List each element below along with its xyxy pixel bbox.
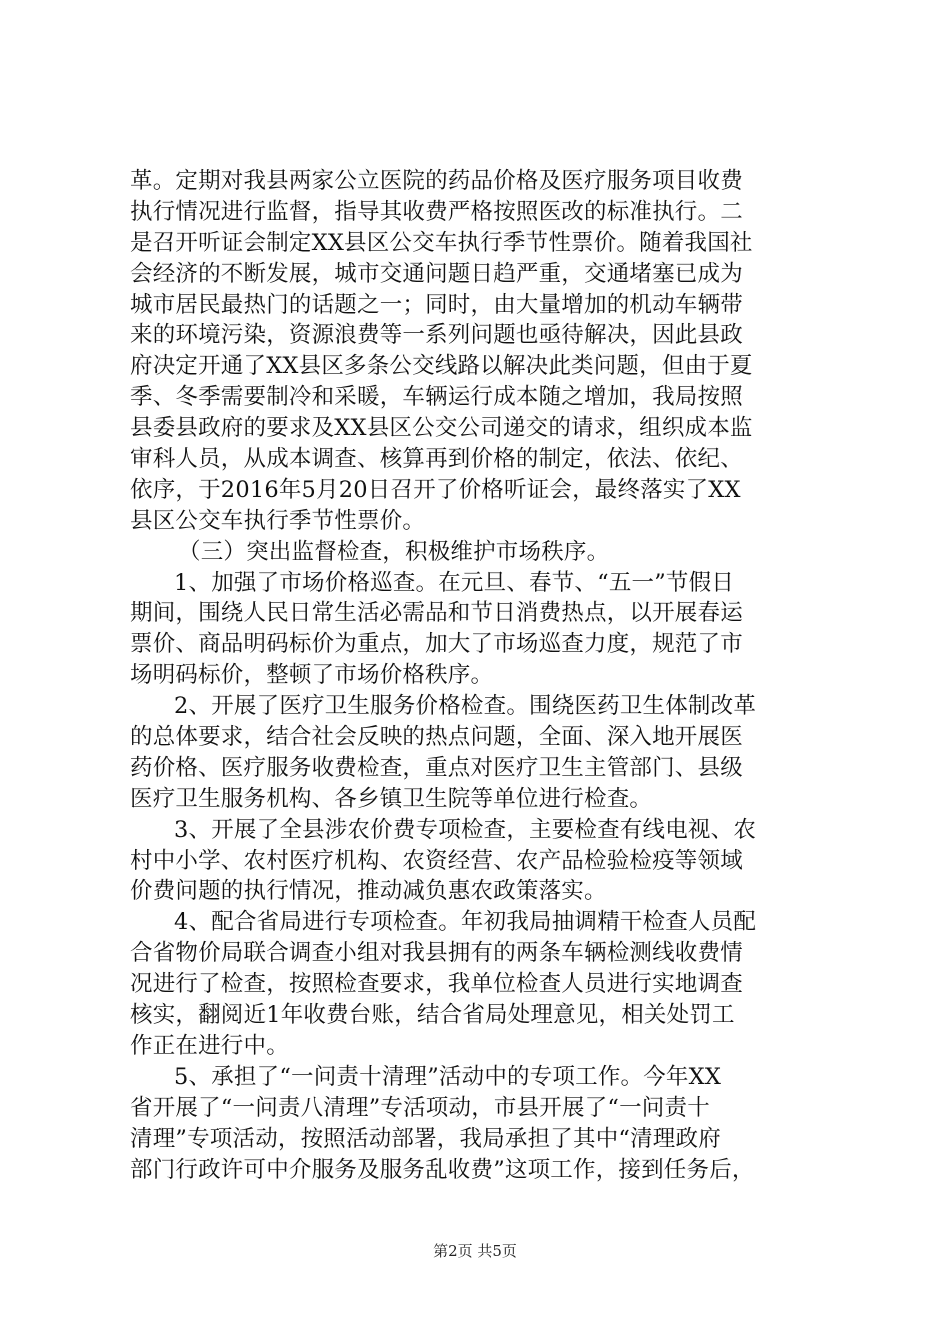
text-line: 季、冬季需要制冷和采暖，车辆运行成本随之增加，我局按照 bbox=[130, 384, 743, 411]
text-line: 县委县政府的要求及XX县区公交公司递交的请求，组织成本监 bbox=[130, 415, 753, 442]
document-body bbox=[130, 166, 830, 1185]
text-line: 来的环境污染，资源浪费等一系列问题也亟待解决，因此县政 bbox=[130, 322, 743, 349]
text-line: 医疗卫生服务机构、各乡镇卫生院等单位进行检查。 bbox=[130, 785, 653, 812]
text-line: 价费问题的执行情况，推动减负惠农政策落实。 bbox=[130, 878, 607, 905]
text-line: 城市居民最热门的话题之一；同时，由大量增加的机动车辆带 bbox=[130, 291, 743, 318]
text-line: 执行情况进行监督，指导其收费严格按照医改的标准执行。二 bbox=[130, 198, 743, 225]
text-line: 会经济的不断发展，城市交通问题日趋严重，交通堵塞已成为 bbox=[130, 260, 743, 287]
text-line: 县区公交车执行季节性票价。 bbox=[130, 507, 426, 534]
text-line: 场明码标价，整顿了市场价格秩序。 bbox=[130, 662, 494, 689]
text-line: 药价格、医疗服务收费检查，重点对医疗卫生主管部门、县级 bbox=[130, 754, 743, 781]
paragraph-start: 1、加强了市场价格巡查。在元旦、春节、“五一”节假日 bbox=[174, 569, 735, 596]
text-line: 合省物价局联合调查小组对我县拥有的两条车辆检测线收费情 bbox=[130, 940, 743, 967]
section-heading: （三）突出监督检查，积极维护市场秩序。 bbox=[178, 538, 610, 565]
text-line: 核实，翻阅近1年收费台账，结合省局处理意见，相关处罚工 bbox=[130, 1002, 735, 1029]
text-line: 清理”专项活动，按照活动部署，我局承担了其中“清理政府 bbox=[130, 1125, 721, 1152]
text-line: 期间，围绕人民日常生活必需品和节日消费热点，以开展春运 bbox=[130, 600, 743, 627]
text-line: 革。定期对我县两家公立医院的药品价格及医疗服务项目收费 bbox=[130, 168, 743, 194]
text-line: 的总体要求，结合社会反映的热点问题，全面、深入地开展医 bbox=[130, 724, 743, 751]
page-number-footer: 第2页 共5页 bbox=[433, 1242, 517, 1260]
paragraph-start: 5、承担了“一问责十清理”活动中的专项工作。今年XX bbox=[174, 1063, 722, 1090]
paragraph-start: 3、开展了全县涉农价费专项检查，主要检查有线电视、农 bbox=[174, 816, 757, 843]
text-line: 况进行了检查，按照检查要求，我单位检查人员进行实地调查 bbox=[130, 971, 743, 998]
text-line: 票价、商品明码标价为重点，加大了市场巡查力度，规范了市 bbox=[130, 631, 743, 658]
text-line: 审科人员，从成本调查、核算再到价格的制定，依法、依纪、 bbox=[130, 446, 743, 473]
text-line: 部门行政许可中介服务及服务乱收费”这项工作，接到任务后， bbox=[130, 1156, 755, 1183]
text-line: 村中小学、农村医疗机构、农资经营、农产品检验检疫等领域 bbox=[130, 847, 743, 874]
text-line: 作正在进行中。 bbox=[130, 1032, 289, 1059]
paragraph-start: 4、配合省局进行专项检查。年初我局抽调精干检查人员配 bbox=[174, 909, 757, 936]
text-line: 是召开听证会制定XX县区公交车执行季节性票价。随着我国社 bbox=[130, 229, 753, 256]
text-line: 依序，于2016年5月20日召开了价格听证会，最终落实了XX bbox=[130, 476, 741, 503]
text-line: 府决定开通了XX县区多条公交线路以解决此类问题，但由于夏 bbox=[130, 353, 753, 380]
paragraph-start: 2、开展了医疗卫生服务价格检查。围绕医药卫生体制改革 bbox=[174, 693, 757, 720]
text-line: 省开展了“一问责八清理”专活项动，市县开展了“一问责十 bbox=[130, 1094, 710, 1121]
